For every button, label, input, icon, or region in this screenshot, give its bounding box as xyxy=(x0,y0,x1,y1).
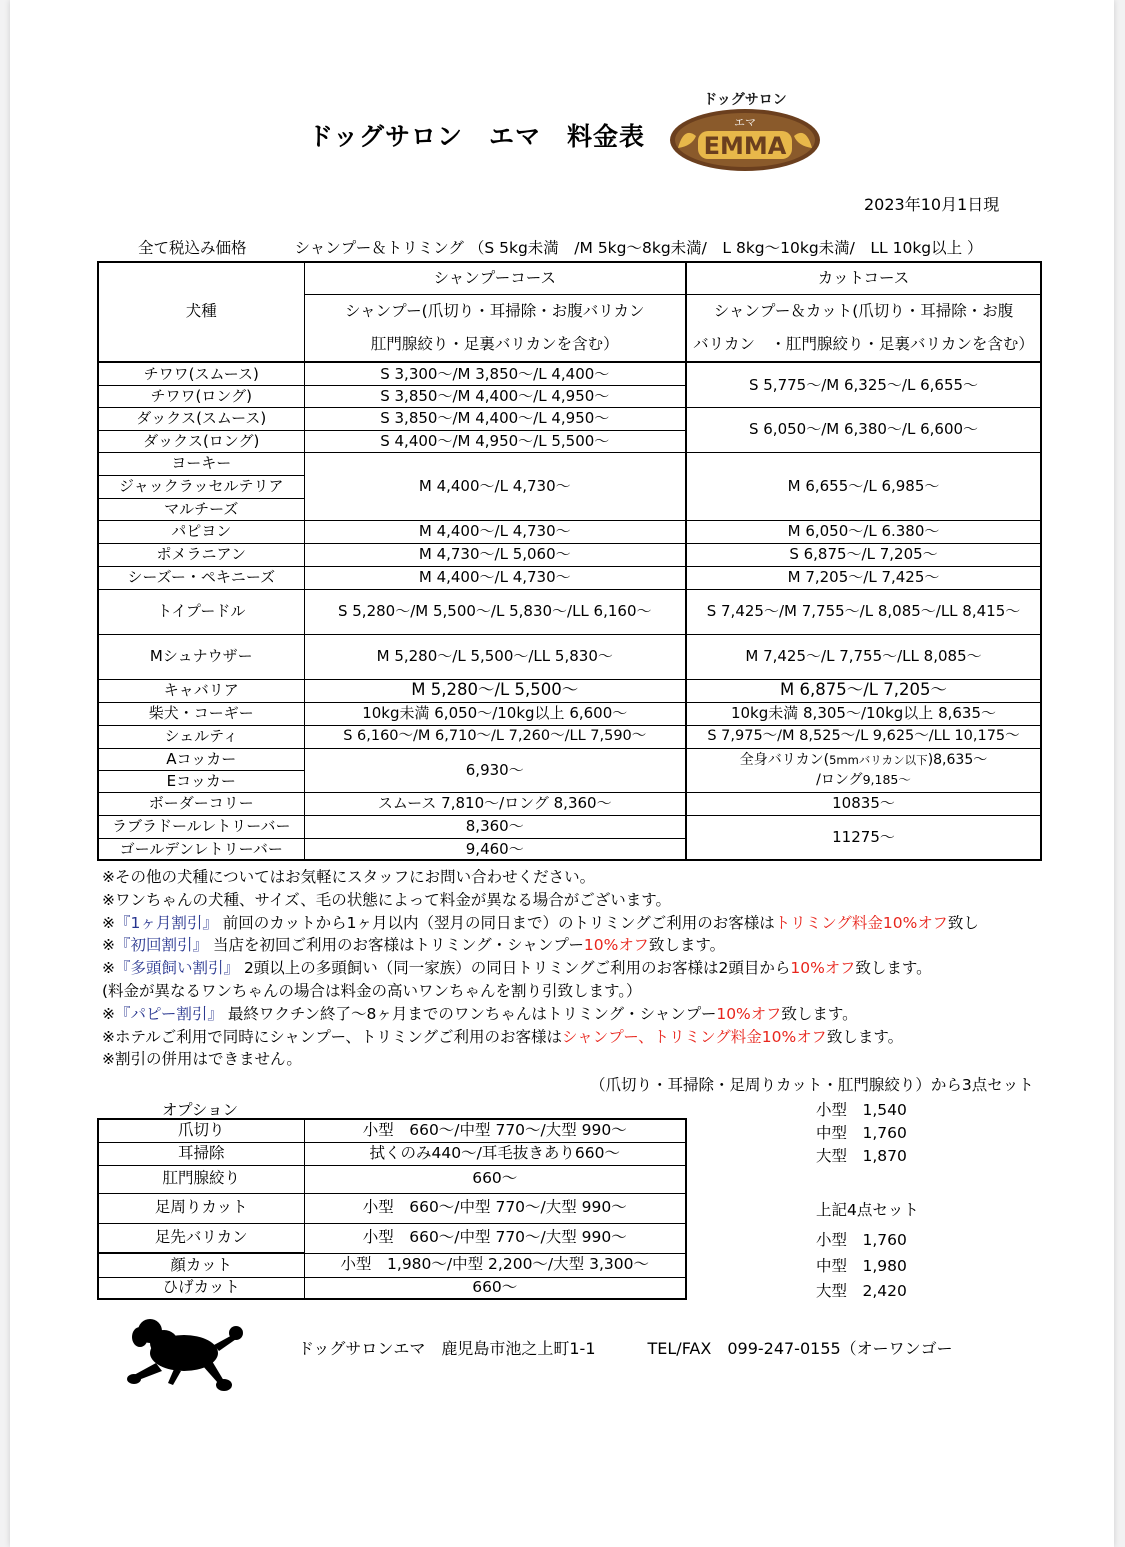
option-name: 足周りカット xyxy=(98,1193,304,1223)
options-table xyxy=(97,1118,687,1300)
set3-large: 大型 1,870 xyxy=(816,1147,907,1165)
breed-name: シーズー・ペキニーズ xyxy=(98,566,304,589)
cut-course-header: カットコース xyxy=(686,262,1041,294)
size-legend: シャンプー＆トリミング （S 5kg未満 /M 5kg～8kg未満/ L 8kg～10kg未満/ LL 10kg以上 ） xyxy=(294,239,983,257)
note: ※割引の併用はできません。 xyxy=(102,1050,302,1069)
shampoo-price: 9,460～ xyxy=(304,838,686,860)
shampoo-price: M 4,400～/L 4,730～ xyxy=(304,566,686,589)
breed-name: ダックス(ロング) xyxy=(98,430,304,452)
effective-date: 2023年10月1日現 xyxy=(864,195,1000,214)
option-name: 顔カット xyxy=(98,1253,304,1277)
breed-name: ヨーキー xyxy=(98,452,304,475)
logo-top-text: ドッグサロン xyxy=(703,92,787,108)
discount-tag: 『多頭飼い割引』 xyxy=(115,959,240,978)
option-name: 足先バリカン xyxy=(98,1223,304,1253)
breed-header: 犬種 xyxy=(98,262,304,362)
cut-price: M 6,875～/L 7,205～ xyxy=(686,679,1041,702)
shampoo-price: 8,360～ xyxy=(304,815,686,838)
discount-tag: 『初回割引』 xyxy=(115,936,209,955)
option-name: 耳掃除 xyxy=(98,1142,304,1165)
cocker-cut-2a: /ロング xyxy=(816,772,863,788)
shampoo-price: S 3,850～/M 4,400～/L 4,950～ xyxy=(304,385,686,407)
breed-name: ラブラドールレトリーバー xyxy=(98,815,304,838)
shampoo-price: S 3,850～/M 4,400～/L 4,950～ xyxy=(304,407,686,430)
breed-name: ポメラニアン xyxy=(98,543,304,566)
logo-main-text: EMMA xyxy=(703,132,787,160)
option-name: ひげカット xyxy=(98,1277,304,1299)
cut-price xyxy=(686,748,1041,792)
price-sheet xyxy=(10,0,1114,1547)
shampoo-price: M 4,400～/L 4,730～ xyxy=(304,520,686,543)
cocker-cut-1a: 全身バリカン( xyxy=(739,752,830,768)
set4-label: 上記4点セット xyxy=(816,1201,919,1219)
note: (料金が異なるワンちゃんの場合は料金の高いワンちゃんを割り引致します。） xyxy=(102,981,642,1000)
breed-name: キャバリア xyxy=(98,679,304,702)
breed-name: ジャックラッセルテリア xyxy=(98,475,304,498)
breed-name: Aコッカー xyxy=(98,748,304,770)
price-table xyxy=(97,261,1042,861)
tax-label: 全て税込み価格 xyxy=(138,239,247,257)
cut-price: M 6,655～/L 6,985～ xyxy=(686,452,1041,520)
discount-highlight: シャンプー、トリミング料金10%オフ xyxy=(562,1027,827,1046)
discount-highlight: 10%オフ xyxy=(716,1004,782,1023)
breed-name: チワワ(スムース) xyxy=(98,362,304,385)
breed-name: Mシュナウザー xyxy=(98,634,304,679)
discount-tag: 『パピー割引』 xyxy=(115,1004,223,1023)
salon-logo xyxy=(668,88,822,172)
breed-name: パピヨン xyxy=(98,520,304,543)
note: ※『パピー割引』 最終ワクチン終了～8ヶ月までのワンちゃんはトリミング・シャンプー10%オフ致します。 xyxy=(102,1004,858,1023)
option-price: 小型 1,980～/中型 2,200～/大型 3,300～ xyxy=(304,1253,686,1277)
set4-medium: 中型 1,980 xyxy=(816,1257,907,1275)
page-title: ドッグサロン エマ 料金表 xyxy=(308,122,646,151)
cut-price: 10835～ xyxy=(686,792,1041,815)
shampoo-price: S 3,300～/M 3,850～/L 4,400～ xyxy=(304,362,686,385)
set3-small: 小型 1,540 xyxy=(816,1101,907,1119)
notes xyxy=(102,866,979,1071)
note: ※ワンちゃんの犬種、サイズ、毛の状態によって料金が異なる場合がございます。 xyxy=(102,890,671,909)
cut-price: S 7,425～/M 7,755～/L 8,085～/LL 8,415～ xyxy=(686,589,1041,634)
cut-price: M 7,205～/L 7,425～ xyxy=(686,566,1041,589)
option-price: 小型 660～/中型 770～/大型 990～ xyxy=(304,1223,686,1253)
discount-highlight: 10%オフ xyxy=(583,936,649,955)
cut-price: 11275～ xyxy=(686,815,1041,860)
shampoo-price: S 4,400～/M 4,950～/L 5,500～ xyxy=(304,430,686,452)
set3-label: （爪切り・耳掃除・足周りカット・肛門腺絞り）から3点セット xyxy=(590,1076,1034,1094)
footer xyxy=(298,1336,953,1359)
option-price: 660～ xyxy=(304,1277,686,1299)
option-name: 肛門腺絞り xyxy=(98,1165,304,1193)
shampoo-price: S 6,160～/M 6,710～/L 7,260～/LL 7,590～ xyxy=(304,725,686,748)
shampoo-desc-2: 肛門腺絞り・足裏バリカンを含む） xyxy=(304,328,686,362)
note: ※『多頭飼い割引』 2頭以上の多頭飼い（同一家族）の同日トリミングご利用のお客様は2頭目から10%オフ致します。 xyxy=(102,959,932,978)
option-name: 爪切り xyxy=(98,1119,304,1142)
discount-tag: 『1ヶ月割引』 xyxy=(115,913,218,932)
cut-price: M 6,050～/L 6.380～ xyxy=(686,520,1041,543)
note: ※その他の犬種についてはお気軽にスタッフにお問い合わせください。 xyxy=(102,868,596,886)
option-price: 小型 660～/中型 770～/大型 990～ xyxy=(304,1119,686,1142)
breed-name: ゴールデンレトリーバー xyxy=(98,838,304,860)
cut-price: S 5,775～/M 6,325～/L 6,655～ xyxy=(686,362,1041,407)
breed-name: 柴犬・コーギー xyxy=(98,702,304,725)
shampoo-price: S 5,280～/M 5,500～/L 5,830～/LL 6,160～ xyxy=(304,589,686,634)
set4-large: 大型 2,420 xyxy=(816,1282,907,1300)
breed-name: マルチーズ xyxy=(98,498,304,520)
cocker-cut-1b: 5mmバリカン以下 xyxy=(829,753,928,767)
option-price: 拭くのみ440～/耳毛抜きあり660～ xyxy=(304,1142,686,1165)
logo-mid-text: エマ xyxy=(734,116,756,129)
tax-line xyxy=(138,236,983,258)
cut-price: S 6,875～/L 7,205～ xyxy=(686,543,1041,566)
cut-desc-1: シャンプー＆カット(爪切り・耳掃除・お腹 xyxy=(686,294,1041,328)
breed-name: Eコッカー xyxy=(98,770,304,792)
cut-price: 10kg未満 8,305～/10kg以上 8,635～ xyxy=(686,702,1041,725)
shampoo-price: 6,930～ xyxy=(304,748,686,792)
breed-name: チワワ(ロング) xyxy=(98,385,304,407)
discount-highlight: 10%オフ xyxy=(790,959,856,978)
note: ※ホテルご利用で同時にシャンプー、トリミングご利用のお客様はシャンプー、トリミング料金10%オフ致します。 xyxy=(102,1027,904,1046)
breed-name: ダックス(スムース) xyxy=(98,407,304,430)
cut-price: S 7,975～/M 8,525～/L 9,625～/LL 10,175～ xyxy=(686,725,1041,748)
shampoo-price: M 5,280～/L 5,500～ xyxy=(304,679,686,702)
shampoo-desc-1: シャンプー(爪切り・耳掃除・お腹バリカン xyxy=(304,294,686,328)
breed-name: ボーダーコリー xyxy=(98,792,304,815)
cocker-cut-1c: )8,635～ xyxy=(927,752,988,768)
footer-address: ドッグサロンエマ 鹿児島市池之上町1-1 xyxy=(298,1339,596,1358)
shampoo-price: M 5,280～/L 5,500～/LL 5,830～ xyxy=(304,634,686,679)
note: ※『1ヶ月割引』 前回のカットから1ヶ月以内（翌月の同日まで）のトリミングご利用のお客様はトリミング料金10%オフ致し xyxy=(102,913,979,932)
breed-name: トイプードル xyxy=(98,589,304,634)
shampoo-price: M 4,400～/L 4,730～ xyxy=(304,452,686,520)
cut-price: S 6,050～/M 6,380～/L 6,600～ xyxy=(686,407,1041,452)
shampoo-course-header: シャンプーコース xyxy=(304,262,686,294)
shampoo-price: スムース 7,810～/ロング 8,360～ xyxy=(304,792,686,815)
set3-medium: 中型 1,760 xyxy=(816,1124,907,1142)
set4-small: 小型 1,760 xyxy=(816,1231,907,1249)
option-price: 660～ xyxy=(304,1165,686,1193)
option-price: 小型 660～/中型 770～/大型 990～ xyxy=(304,1193,686,1223)
shampoo-price: 10kg未満 6,050～/10kg以上 6,600～ xyxy=(304,702,686,725)
cocker-cut-2b: 9,185～ xyxy=(862,772,911,787)
options-title: オプション xyxy=(162,1101,239,1119)
breed-name: シェルティ xyxy=(98,725,304,748)
cut-price: M 7,425～/L 7,755～/LL 8,085～ xyxy=(686,634,1041,679)
poodle-silhouette-icon xyxy=(122,1313,252,1393)
discount-highlight: トリミング料金10%オフ xyxy=(774,913,948,932)
footer-tel: TEL/FAX 099-247-0155（オーワンゴー xyxy=(647,1339,953,1358)
note: ※『初回割引』 当店を初回ご利用のお客様はトリミング・シャンプー10%オフ致します。 xyxy=(102,936,726,955)
shampoo-price: M 4,730～/L 5,060～ xyxy=(304,543,686,566)
cut-desc-2: バリカン ・肛門腺絞り・足裏バリカンを含む） xyxy=(686,328,1041,362)
